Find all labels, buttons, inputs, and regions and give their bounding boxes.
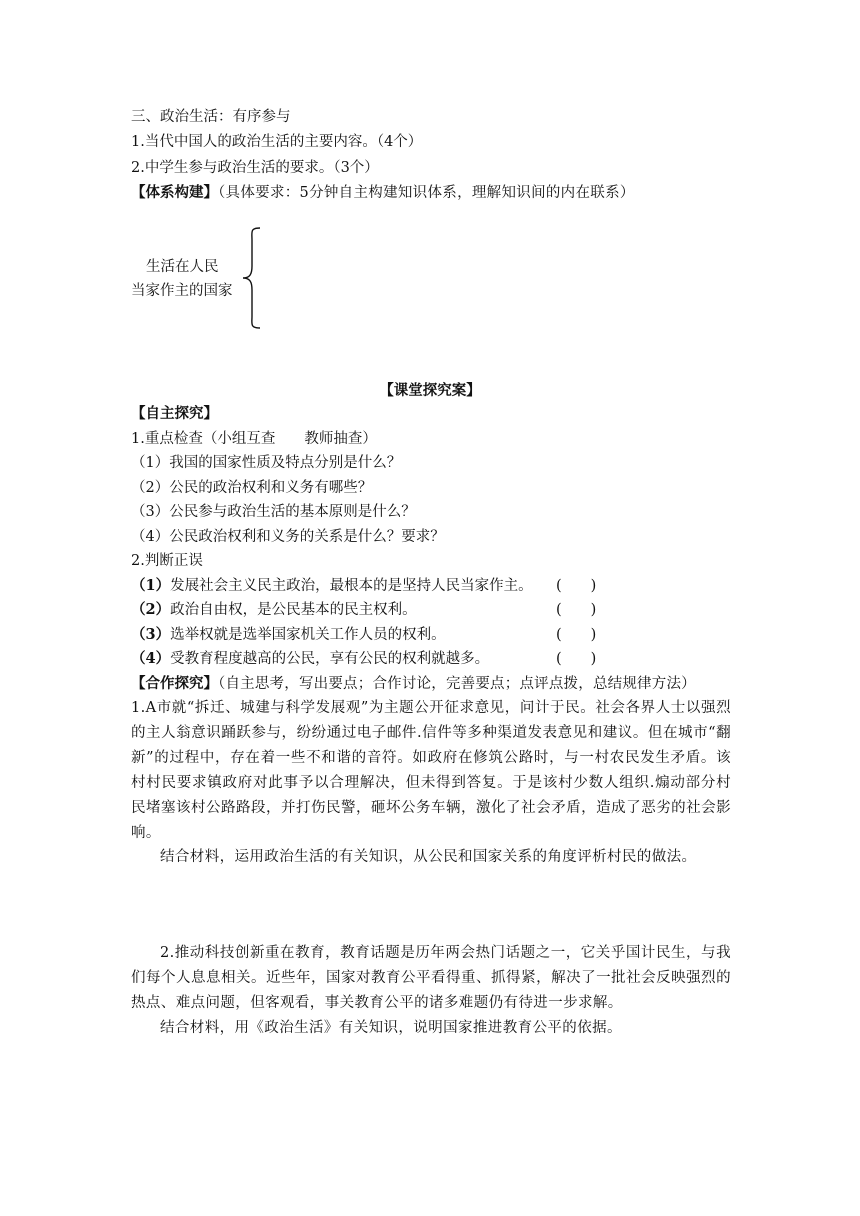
coop-explore-label: 【合作探究】	[131, 675, 218, 692]
judge-item-2	[131, 599, 417, 621]
class-explore-title: 【课堂探究案】	[379, 382, 481, 399]
judge-num: （3）	[131, 626, 171, 643]
coop-explore-line	[131, 673, 696, 695]
diagram-label-line1: 生活在人民	[146, 259, 219, 275]
check-title: 1.重点检查（小组互查 教师抽查）	[131, 431, 377, 447]
answer-blank-1[interactable]: ( )	[556, 578, 597, 594]
part3-item-1: 1.当代中国人的政治生活的主要内容。（4个）	[131, 134, 423, 150]
part3-heading: 三、政治生活：有序参与	[131, 109, 291, 125]
part3-item-2: 2.中学生参与政治生活的要求。（3个）	[131, 160, 379, 176]
answer-blank-4[interactable]: ( )	[556, 651, 597, 667]
judge-title: 2.判断正误	[131, 553, 203, 569]
judge-item-1	[131, 575, 533, 597]
question-material-2: 结合材料，用《政治生活》有关知识，说明国家推进教育公平的依据。	[160, 1020, 622, 1036]
self-explore-label: 【自主探究】	[131, 405, 218, 422]
system-build-requirement: （具体要求：5分钟自主构建知识体系，理解知识间的内在联系）	[218, 185, 635, 201]
material-1: 1.A市就“拆迁、城建与科学发展观”为主题公开征求意见，问计于民。社会各界人士以强烈的主人翁意识踊跃参与，纷纷通过电子邮件.信件等多种渠道发表意见和建议。但在城市“翻新”的过程中，存在着一些不和谐的音符。如政府在修筑公路时，与一村农民发生矛盾。该村村民要求镇政府对此事予以合理解决，但未得到答复。于是该村少数人组织.煽动部分村民堵塞该村公路路段，并打伤民警，砸坏公务车辆，激化了社会矛盾，造成了恶劣的社会影响。	[131, 700, 731, 841]
coop-explore-requirement: （自主思考，写出要点；合作讨论，完善要点；点评点拨，总结规律方法）	[218, 676, 696, 692]
judge-num: （1）	[131, 577, 171, 594]
question-3: （3）公民参与政治生活的基本原则是什么？	[131, 504, 416, 520]
answer-blank-2[interactable]: ( )	[556, 602, 597, 618]
judge-item-3	[131, 624, 446, 646]
judge-text: 受教育程度越高的公民，享有公民的权利就越多。	[170, 651, 490, 667]
judge-item-4	[131, 648, 489, 670]
answer-blank-3[interactable]: ( )	[556, 627, 597, 643]
judge-num: （4）	[131, 650, 171, 667]
judge-text: 发展社会主义民主政治，最根本的是坚持人民当家作主。	[170, 578, 533, 594]
system-build-label: 【体系构建】	[131, 184, 218, 201]
material-2: 2.推动科技创新重在教育，教育话题是历年两会热门话题之一，它关乎国计民生，与我们每个人息息相关。近些年，国家对教育公平看得重、抓得紧，解决了一批社会反映强烈的热点、难点问题，但客观看，事关教育公平的诸多难题仍有待进一步求解。	[131, 945, 731, 1011]
question-2: （2）公民的政治权利和义务有哪些？	[131, 480, 373, 496]
judge-text: 选举权就是选举国家机关工作人员的权利。	[170, 627, 446, 643]
curly-brace-icon	[240, 226, 264, 330]
judge-num: （2）	[131, 601, 171, 618]
judge-text: 政治自由权，是公民基本的民主权利。	[170, 602, 417, 618]
system-build-line	[131, 182, 635, 204]
diagram-label-line2: 当家作主的国家	[131, 283, 233, 299]
question-4: （4）公民政治权利和义务的关系是什么？要求？	[131, 529, 445, 545]
question-1: （1）我国的国家性质及特点分别是什么？	[131, 455, 402, 471]
question-material-1: 结合材料，运用政治生活的有关知识，从公民和国家关系的角度评析村民的做法。	[160, 849, 697, 865]
